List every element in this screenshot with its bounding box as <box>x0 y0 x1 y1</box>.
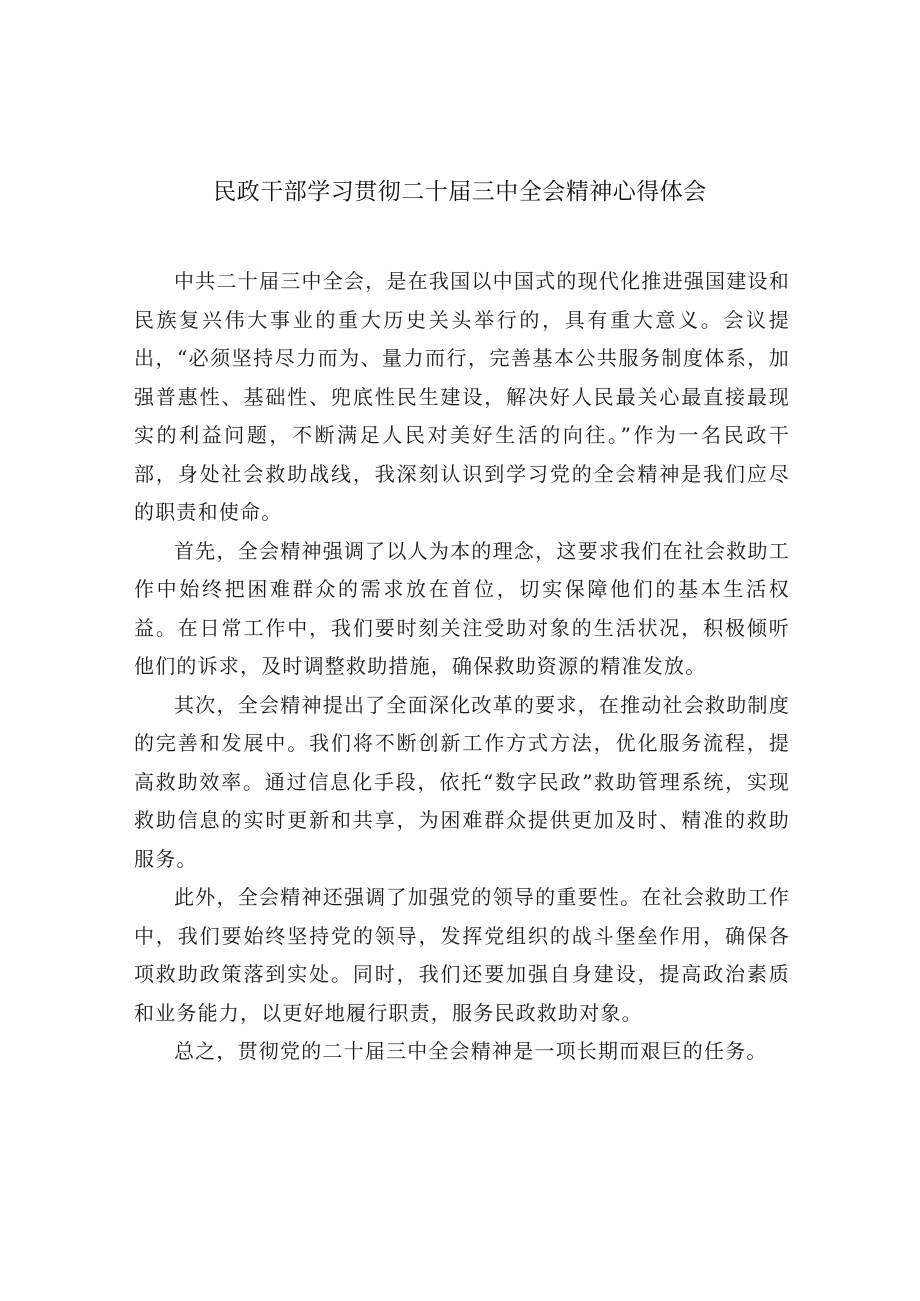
document-body <box>134 262 790 1071</box>
paragraph-first: 首先，全会精神强调了以人为本的理念，这要求我们在社会救助工作中始终把困难群众的需求放在首位，切实保障他们的基本生活权益。在日常工作中，我们要时刻关注受助对象的生活状况，积极倾听他们的诉求，及时调整救助措施，确保救助资源的精准发放。 <box>134 538 790 678</box>
paragraph-third: 此外，全会精神还强调了加强党的领导的重要性。在社会救助工作中，我们要始终坚持党的领导，发挥党组织的战斗堡垒作用，确保各项救助政策落到实处。同时，我们还要加强自身建设，提高政治素质和业务能力，以更好地履行职责，服务民政救助对象。 <box>134 885 790 1025</box>
paragraph-conclusion: 总之，贯彻党的二十届三中全会精神是一项长期而艰巨的任务。 <box>174 1039 768 1063</box>
paragraph-second: 其次，全会精神提出了全面深化改革的要求，在推动社会救助制度的完善和发展中。我们将不断创新工作方式方法，优化服务流程，提高救助效率。通过信息化手段，依托“数字民政”救助管理系统，实现救助信息的实时更新和共享，为困难群众提供更加及时、精准的救助服务。 <box>134 692 790 871</box>
paragraph-intro: 中共二十届三中全会，是在我国以中国式的现代化推进强国建设和民族复兴伟大事业的重大历史关头举行的，具有重大意义。会议提出，“必须坚持尽力而为、量力而行，完善基本公共服务制度体系，加强普惠性、基础性、兜底性民生建设，解决好人民最关心最直接最现实的利益问题，不断满足人民对美好生活的向往。”作为一名民政干部，身处社会救助战线，我深刻认识到学习党的全会精神是我们应尽的职责和使命。 <box>134 269 790 524</box>
document-title: 民政干部学习贯彻二十届三中全会精神心得体会 <box>213 179 707 205</box>
